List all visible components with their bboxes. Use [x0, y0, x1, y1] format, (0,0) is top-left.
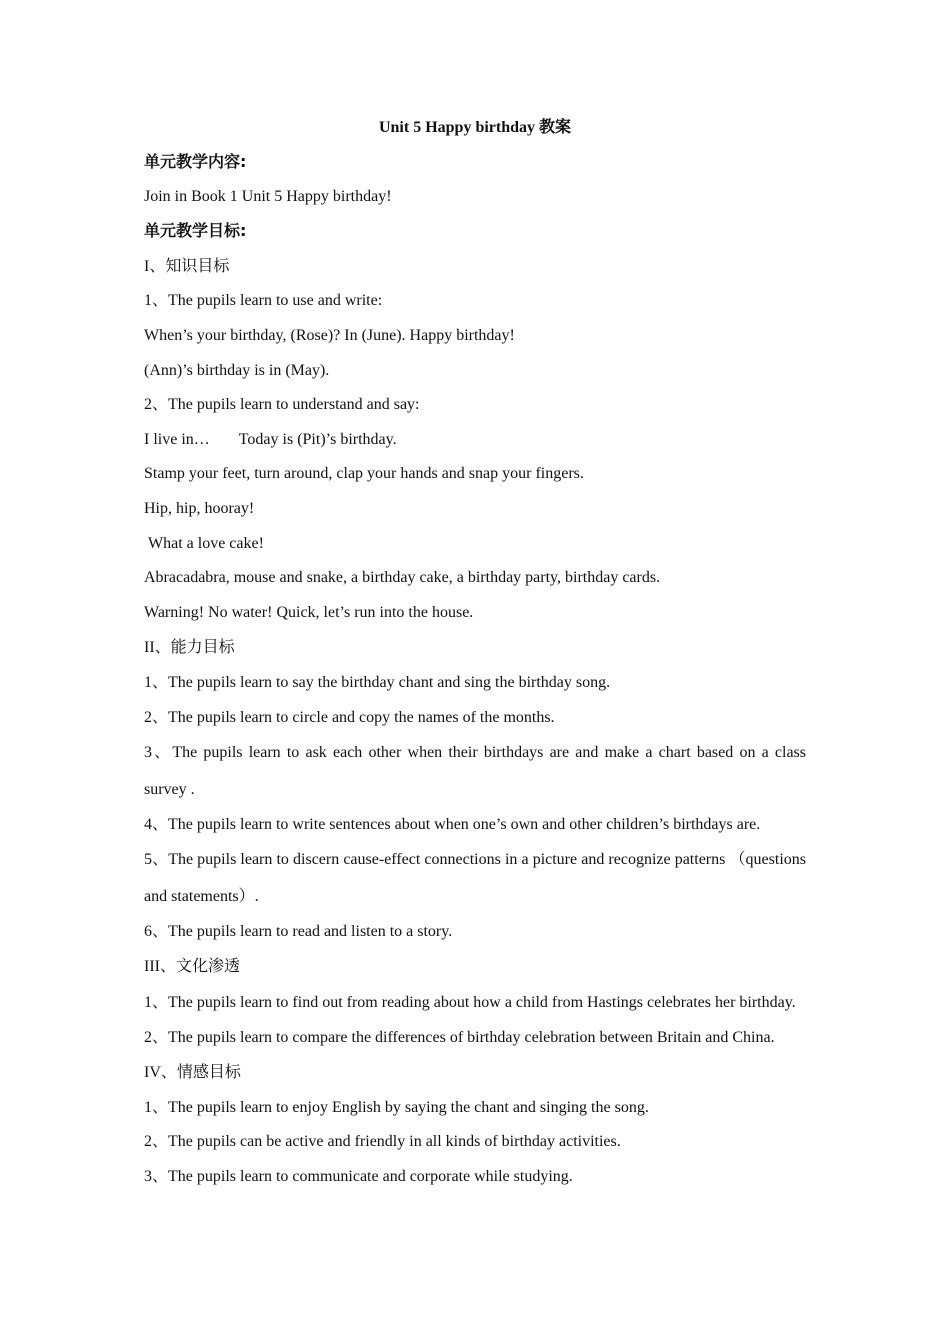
section-number: III、 [144, 958, 176, 976]
section-number: I、 [144, 257, 166, 275]
content-heading: 单元教学内容: [144, 152, 247, 171]
list-item: 1、The pupils learn to find out from reading about how a child from Hastings celebrates her birthday. [144, 994, 796, 1012]
paragraph-line: Stamp your feet, turn around, clap your hands and snap your fingers. [144, 465, 584, 483]
section-label: 文化渗透 [176, 956, 241, 976]
section-number: II、 [144, 639, 171, 657]
section-heading-ability [144, 634, 806, 661]
list-item: 3、The pupils learn to communicate and corporate while studying. [144, 1168, 573, 1186]
list-item: 1、The pupils learn to enjoy English by saying the chant and singing the song. [144, 1098, 649, 1116]
goals-heading: 单元教学目标: [144, 221, 247, 241]
content-text: Join in Book 1 Unit 5 Happy birthday! [144, 187, 392, 205]
list-item: 2、The pupils can be active and friendly in all kinds of birthday activities. [144, 1133, 621, 1151]
paragraph-line: When’s your birthday, (Rose)? In (June). Happy birthday! [144, 326, 515, 344]
document-title: Unit 5 Happy birthday 教案 [378, 119, 572, 136]
paragraph-line: Hip, hip, hooray! [144, 499, 255, 517]
list-item: 6、The pupils learn to read and listen to a story. [144, 922, 453, 940]
list-item: 5、The pupils learn to discern cause-effect connections in a picture and recognize patterns （questions and statements）. [144, 851, 806, 906]
section-heading-emotion [144, 1059, 806, 1086]
section-number: IV、 [144, 1064, 177, 1082]
today-text: Today is (Pit)’s birthday. [238, 430, 397, 448]
section-heading-knowledge [144, 253, 806, 280]
document-page [144, 115, 806, 1199]
section-heading-culture [144, 953, 806, 980]
paragraph-line: What a love cake! [148, 534, 264, 552]
live-in-text: I live in… [144, 430, 210, 448]
paragraph-line [144, 427, 806, 453]
list-item: 2、The pupils learn to circle and copy the names of the months. [144, 708, 555, 726]
section-label: 情感目标 [176, 1062, 241, 1082]
paragraph-line: 1、The pupils learn to use and write: [144, 292, 383, 310]
paragraph-line: Warning! No water! Quick, let’s run into the house. [144, 603, 474, 621]
list-item: 1、The pupils learn to say the birthday chant and sing the birthday song. [144, 673, 611, 691]
list-item: 4、The pupils learn to write sentences about when one’s own and other children’s birthdays are. [144, 815, 761, 833]
list-item: 2、The pupils learn to compare the differences of birthday celebration between Britain and China. [144, 1028, 775, 1046]
section-label: 能力目标 [170, 637, 235, 657]
paragraph-line: (Ann)’s birthday is in (May). [144, 361, 330, 379]
section-label: 知识目标 [165, 255, 230, 275]
list-item: 3、The pupils learn to ask each other when their birthdays are and make a chart based on a class survey . [144, 744, 807, 799]
paragraph-line: 2、The pupils learn to understand and say: [144, 396, 420, 414]
paragraph-line: Abracadabra, mouse and snake, a birthday cake, a birthday party, birthday cards. [144, 569, 661, 587]
